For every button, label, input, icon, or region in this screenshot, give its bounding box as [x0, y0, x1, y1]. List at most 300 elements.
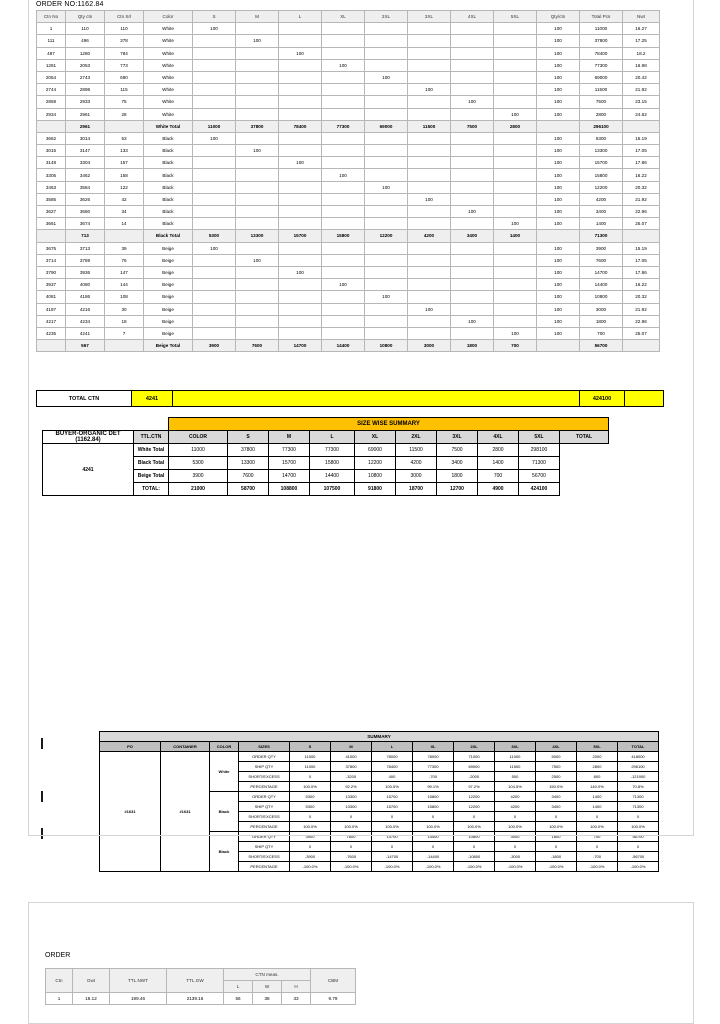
cell-xxxl: -3000	[495, 852, 536, 862]
cell-xxxl: 11500	[495, 762, 536, 772]
cell-qtyctn: 100	[537, 218, 580, 230]
subtotal-cell: 7500	[451, 120, 494, 132]
cell-xxl: 0	[454, 812, 495, 822]
cell-xxl: 69000	[355, 444, 396, 457]
cell-s: 5300	[169, 457, 228, 470]
cell-s: 100	[193, 132, 236, 144]
col-l: L	[372, 742, 413, 752]
col-ctn-meas: CTN meas.	[224, 969, 311, 981]
cell-xxxxl: 1800	[437, 470, 478, 483]
cell-m: 7600	[228, 470, 269, 483]
col-2xl: 2XL	[365, 11, 408, 23]
cell-total: 12200	[580, 181, 623, 193]
cell-xxl: 100	[365, 291, 408, 303]
cell-gwt: 18.12	[73, 993, 110, 1005]
cell-ctn_no: 3662	[37, 132, 66, 144]
po-value: #1631	[100, 752, 161, 872]
total-ctn-value: 4241	[132, 391, 173, 407]
cell-label: ORDER QTY	[239, 792, 290, 802]
cell-xxxxxl: 2800	[577, 762, 618, 772]
cell-xxxxxl: 1400	[478, 457, 519, 470]
cell-nwt: 15.19	[623, 242, 660, 254]
col-total-pcs: Total Pcs	[580, 11, 623, 23]
cell-total: 1800	[580, 315, 623, 327]
cell-total: 0	[618, 842, 659, 852]
cell-qty: 3660	[66, 206, 105, 218]
cell-qtyctn: 100	[537, 84, 580, 96]
cell-xxxxl: 5000	[536, 752, 577, 762]
cell-xxxl: 100	[408, 303, 451, 315]
cell-nwt: 16.22	[623, 279, 660, 291]
col-3xl: 3XL	[408, 11, 451, 23]
total-ctn-label: TOTAL CTN	[37, 391, 132, 407]
cell-qty: 3014	[66, 132, 105, 144]
cell-srl: 784	[105, 47, 144, 59]
cell-l: 14700	[372, 832, 413, 842]
cell-xl: 0	[413, 812, 454, 822]
cell-label: PERCENTAGE	[239, 782, 290, 792]
cell-l: -14700	[372, 852, 413, 862]
cell-color: Beige Total	[134, 470, 169, 483]
col-color: Color	[144, 11, 193, 23]
cell-qtyctn: 100	[537, 145, 580, 157]
subtotal-cell: 37800	[236, 120, 279, 132]
cell-xxl: 97.2%	[454, 782, 495, 792]
cell-xxxxl: 3400	[437, 457, 478, 470]
cell-color: Black	[144, 169, 193, 181]
total-cell-xxxl: 18700	[396, 483, 437, 496]
cell-xl: 14400	[413, 832, 454, 842]
col-xl: XL	[322, 11, 365, 23]
cell-total: 11000	[580, 23, 623, 35]
color-group: Black	[210, 832, 239, 872]
subtotal-cell: 10800	[365, 340, 408, 352]
cell-s: 11000	[290, 752, 331, 762]
cell-nwt: 17.86	[623, 266, 660, 278]
cell-xxxl: 11500	[396, 444, 437, 457]
bottom-summary-title: SUMMARY	[100, 732, 659, 742]
cell-xl: -700	[413, 772, 454, 782]
cell-m: 37800	[228, 444, 269, 457]
cell-xxxxxl: 100	[494, 108, 537, 120]
cell-ctn_no: 2859	[37, 96, 66, 108]
color-group: Black	[210, 792, 239, 832]
total-cell-color: TOTAL:	[134, 483, 169, 496]
cell-label: SHIP QTY	[239, 842, 290, 852]
cell-total: 3900	[580, 242, 623, 254]
subtotal-cell: 12200	[365, 230, 408, 242]
col-xl: XL	[355, 431, 396, 444]
col-nwt: Nwt	[623, 11, 660, 23]
col-s: S	[193, 11, 236, 23]
cell-xxxxl: 100	[451, 96, 494, 108]
cell-m: 100	[236, 145, 279, 157]
cell-l: 100.0%	[372, 822, 413, 832]
cell-label: SHIP QTY	[239, 802, 290, 812]
cell-nwt: 20.32	[623, 181, 660, 193]
cell-ctn_no: 4235	[37, 327, 66, 339]
col-s: S	[290, 742, 331, 752]
cell-xxxxxl: 0	[577, 842, 618, 852]
cell-srl: 158	[105, 169, 144, 181]
cell-s: 0	[290, 842, 331, 852]
subtotal-cell: 700	[494, 340, 537, 352]
cell-m: 0	[331, 842, 372, 852]
col-5xl: 5XL	[577, 742, 618, 752]
subtotal-cell: 2800	[494, 120, 537, 132]
cell-total: 14400	[580, 279, 623, 291]
cell-s: 11000	[169, 444, 228, 457]
col-color: COLOR	[169, 431, 228, 444]
cell-m: 100	[236, 35, 279, 47]
cell-ctn_no: 3675	[37, 242, 66, 254]
cell-srl: 28	[105, 108, 144, 120]
cell-xxxxl: 100	[451, 315, 494, 327]
cell-color: Black	[144, 145, 193, 157]
cell-m: -100.0%	[331, 862, 372, 872]
cell-total: 71300	[519, 457, 560, 470]
cell-xxl: 100	[365, 71, 408, 83]
cell-l: 15700	[269, 457, 310, 470]
cell-ctn_no: 1281	[37, 59, 66, 71]
cell-color: White	[144, 96, 193, 108]
cell-xxl: 69000	[454, 762, 495, 772]
cell-total: 3400	[580, 206, 623, 218]
col-gwt: Gwt	[73, 969, 110, 993]
cell-srl: 14	[105, 218, 144, 230]
cell-qty: 3674	[66, 218, 105, 230]
cell-s: 100	[193, 23, 236, 35]
cell-xxxl: -100.0%	[495, 862, 536, 872]
cell-qty: 2898	[66, 84, 105, 96]
cell-qtyctn: 100	[537, 96, 580, 108]
cell-xxxxl: 150.0%	[536, 782, 577, 792]
cell-total: 69000	[580, 71, 623, 83]
cell-srl: 30	[105, 303, 144, 315]
total-cell-l: 108800	[269, 483, 310, 496]
cell-xxl: 71000	[454, 752, 495, 762]
subtotal-cell: 2961	[66, 120, 105, 132]
cell-xl: 100.0%	[413, 822, 454, 832]
cell-s: 3900	[169, 470, 228, 483]
cell-s: 0	[290, 772, 331, 782]
cell-qtyctn: 100	[537, 23, 580, 35]
cell-ctn_no: 3937	[37, 279, 66, 291]
cell-s: 0	[290, 812, 331, 822]
subtotal-cell: 3000	[408, 340, 451, 352]
cell-xxxxxl: 2000	[577, 752, 618, 762]
cell-color: White	[144, 71, 193, 83]
subtotal-cell: 7600	[236, 340, 279, 352]
subtotal-cell: 69000	[365, 120, 408, 132]
cell-xxl: 12200	[454, 802, 495, 812]
cell-color: Beige	[144, 291, 193, 303]
cell-m: 7600	[331, 832, 372, 842]
cell-color: White	[144, 84, 193, 96]
col-3xl: 3XL	[437, 431, 478, 444]
cell-ctn_no: 3015	[37, 145, 66, 157]
cell-l: 15700	[372, 802, 413, 812]
cell-total: 0	[618, 812, 659, 822]
cell-qty: 4234	[66, 315, 105, 327]
cell-xxxxxl: -100.0%	[577, 862, 618, 872]
cell-xxxxxl: 700	[577, 832, 618, 842]
buyer-name: BUYER-ORGANIC DET (1162.84)	[43, 431, 134, 444]
cell-qtyctn: 100	[537, 242, 580, 254]
cell-nwt: 17.05	[623, 145, 660, 157]
cell-nwt: 21.92	[623, 84, 660, 96]
col-5xl: 5XL	[519, 431, 560, 444]
total-ctn-grand: 424100	[580, 391, 625, 407]
sheet-region-1	[28, 0, 694, 836]
cell-srl: 34	[105, 206, 144, 218]
cell-nwt: 24.62	[623, 108, 660, 120]
col-qty-ctn: Qty ctn	[66, 11, 105, 23]
cell-l: 78000	[372, 752, 413, 762]
cell-srl: 133	[105, 145, 144, 157]
cell-label: SHORT/EXCESS	[239, 772, 290, 782]
col-width: W	[253, 981, 282, 993]
cell-total: 70.8%	[618, 782, 659, 792]
cell-nwt: 20.32	[623, 291, 660, 303]
cell-ctn_no: 3585	[37, 193, 66, 205]
cell-qtyctn: 100	[537, 291, 580, 303]
cell-l: 78400	[372, 762, 413, 772]
cell-l: -100.0%	[372, 862, 413, 872]
cell-nwt: 25.07	[623, 218, 660, 230]
cell-m: 0	[331, 812, 372, 822]
cell-xxl: 0	[454, 842, 495, 852]
cell-color: Black	[144, 206, 193, 218]
cell-srl: 110	[105, 23, 144, 35]
cell-qty: 3789	[66, 254, 105, 266]
col-3xl: 3XL	[495, 742, 536, 752]
cell-total: 77300	[580, 59, 623, 71]
cell-s: 3900	[290, 832, 331, 842]
cell-xxxxxl: 800	[577, 772, 618, 782]
cell-l: 100	[279, 266, 322, 278]
cell-xxxxxl: 1400	[577, 792, 618, 802]
cell-label: SHORT/EXCESS	[239, 812, 290, 822]
cell-s: -3900	[290, 852, 331, 862]
cell-nwt: 16.22	[623, 169, 660, 181]
cell-ctn_no: 4217	[37, 315, 66, 327]
cell-l: 0	[372, 812, 413, 822]
cell-w: 38	[253, 993, 282, 1005]
cell-ttl_nwt: 199.46	[110, 993, 167, 1005]
cell-xl: 100	[322, 59, 365, 71]
cell-qty: 3147	[66, 145, 105, 157]
cell-xl: 0	[413, 842, 454, 852]
cell-total: 296100	[618, 762, 659, 772]
subtotal-cell: Black Total	[144, 230, 193, 242]
subtotal-cell: 13300	[236, 230, 279, 242]
cell-qtyctn: 100	[537, 181, 580, 193]
cell-qtyctn: 100	[537, 35, 580, 47]
cell-xl: 100	[322, 169, 365, 181]
cell-ctn_no: 3463	[37, 181, 66, 193]
cell-color: Beige	[144, 327, 193, 339]
subtotal-cell: 15700	[279, 230, 322, 242]
cell-nwt: 17.86	[623, 157, 660, 169]
cell-color: Black	[144, 132, 193, 144]
cell-srl: 18	[105, 315, 144, 327]
cell-xl: 78000	[413, 752, 454, 762]
cell-xxxxxl: 140.0%	[577, 782, 618, 792]
cell-total: 71300	[618, 802, 659, 812]
cell-nwt: 15.19	[623, 132, 660, 144]
cell-xxl: -2000	[454, 772, 495, 782]
cell-xxxl: 4200	[495, 802, 536, 812]
total-cell-m: 58700	[228, 483, 269, 496]
cell-label: ORDER QTY	[239, 752, 290, 762]
cell-xl: 15800	[413, 792, 454, 802]
cell-total: -121900	[618, 772, 659, 782]
cell-xxxxl: 0	[536, 842, 577, 852]
cell-qtyctn: 100	[537, 47, 580, 59]
cell-qty: 1280	[66, 47, 105, 59]
cell-xxl: 10800	[454, 832, 495, 842]
subtotal-cell: 4200	[408, 230, 451, 242]
cell-m: -3200	[331, 772, 372, 782]
cell-l: 56	[224, 993, 253, 1005]
cell-qty: 3584	[66, 181, 105, 193]
cell-l: 100	[279, 47, 322, 59]
cell-color: Beige	[144, 254, 193, 266]
subtotal-cell: 1800	[451, 340, 494, 352]
cell-srl: 76	[105, 254, 144, 266]
cell-xxxxxl: 100	[494, 327, 537, 339]
cell-m: 41000	[331, 752, 372, 762]
cell-qty: 4216	[66, 303, 105, 315]
cell-xxxxl: -1800	[536, 852, 577, 862]
cell-qty: 2933	[66, 96, 105, 108]
page-title: ORDER NO:1162.84	[36, 1, 104, 8]
cell-m: 92.2%	[331, 782, 372, 792]
col-ttl-gw: TTL.GW	[167, 969, 224, 993]
cell-srl: 39	[105, 242, 144, 254]
cell-nwt: 22.96	[623, 206, 660, 218]
cell-color: Beige	[144, 242, 193, 254]
cell-nwt: 16.27	[623, 23, 660, 35]
subtotal-cell: 5300	[193, 230, 236, 242]
cell-xl: 15800	[413, 802, 454, 812]
cell-xxxxl: -100.0%	[536, 862, 577, 872]
cell-srl: 53	[105, 132, 144, 144]
cell-total: -56700	[618, 852, 659, 862]
cell-color: White Total	[134, 444, 169, 457]
cell-xxxxxl: 1400	[577, 802, 618, 812]
cell-s: -100.0%	[290, 862, 331, 872]
subtotal-cell: 11000	[193, 120, 236, 132]
cell-qtyctn: 100	[537, 108, 580, 120]
cell-color: Beige	[144, 303, 193, 315]
col-sizes: SIZES	[239, 742, 290, 752]
cell-m: 13300	[331, 792, 372, 802]
cell-l: 14700	[269, 470, 310, 483]
subtotal-cell: 1400	[494, 230, 537, 242]
cell-ctn_no: 2744	[37, 84, 66, 96]
cell-ctn_no: 1	[37, 23, 66, 35]
cell-xl: 77300	[310, 444, 355, 457]
cell-nwt: 16.98	[623, 59, 660, 71]
cell-xxxxxl: -700	[577, 852, 618, 862]
cell-srl: 157	[105, 157, 144, 169]
col-ctn-no: Ctn No	[37, 11, 66, 23]
cell-qty: 3713	[66, 242, 105, 254]
col-2xl: 2XL	[454, 742, 495, 752]
col-total: TOTAL	[560, 431, 609, 444]
col-length: L	[224, 981, 253, 993]
cell-total: 418000	[618, 752, 659, 762]
cell-xl: 14400	[310, 470, 355, 483]
cell-xxxxl: 3400	[536, 792, 577, 802]
cell-total: 10800	[580, 291, 623, 303]
cell-qtyctn: 100	[537, 169, 580, 181]
col-cbm: CBM	[311, 969, 356, 993]
cell-xxl: -10800	[454, 852, 495, 862]
cell-total: 56700	[519, 470, 560, 483]
cell-total: 13300	[580, 145, 623, 157]
cell-nwt: 17.05	[623, 254, 660, 266]
cell-xxxl: 4200	[495, 792, 536, 802]
col-m: M	[236, 11, 279, 23]
col-total: TOTAL	[618, 742, 659, 752]
cell-ctn_no: 3305	[37, 169, 66, 181]
cell-xxxxl: 7500	[437, 444, 478, 457]
cell-nwt: 25.07	[623, 327, 660, 339]
cell-s: 100.0%	[290, 782, 331, 792]
cell-s: 100.0%	[290, 822, 331, 832]
cell-srl: 773	[105, 59, 144, 71]
cell-qtyctn: 100	[537, 315, 580, 327]
cell-qtyctn: 100	[537, 303, 580, 315]
cell-qty: 110	[66, 23, 105, 35]
col-4xl: 4XL	[536, 742, 577, 752]
cell-m: 37800	[331, 762, 372, 772]
total-cell-xxxxl: 12700	[437, 483, 478, 496]
cell-nwt: 18.2	[623, 47, 660, 59]
cell-m: 13300	[331, 802, 372, 812]
cell-color: Black	[144, 193, 193, 205]
cell-nwt: 17.25	[623, 35, 660, 47]
cell-m: -7600	[331, 852, 372, 862]
cell-qtyctn: 100	[537, 254, 580, 266]
cell-xl: 15800	[310, 457, 355, 470]
cell-srl: 75	[105, 96, 144, 108]
cell-total: -100.0%	[618, 862, 659, 872]
col-l: L	[310, 431, 355, 444]
cell-xxxxxl: 700	[478, 470, 519, 483]
subtotal-cell: 14700	[279, 340, 322, 352]
cell-color: White	[144, 47, 193, 59]
col-m: M	[269, 431, 310, 444]
col-container: CONTAINER	[161, 742, 210, 752]
cell-s: 11000	[290, 762, 331, 772]
cell-qtyctn: 100	[537, 132, 580, 144]
cell-label: SHIP QTY	[239, 762, 290, 772]
cell-xxxl: 100	[408, 193, 451, 205]
cell-srl: 115	[105, 84, 144, 96]
cell-total: 2800	[580, 108, 623, 120]
cell-color: Black	[144, 181, 193, 193]
cell-qty: 496	[66, 35, 105, 47]
cell-nwt: 20.42	[623, 71, 660, 83]
cell-qty: 2743	[66, 71, 105, 83]
subtotal-cell: 11500	[408, 120, 451, 132]
cell-l: 100	[279, 157, 322, 169]
cell-color: Black	[144, 218, 193, 230]
